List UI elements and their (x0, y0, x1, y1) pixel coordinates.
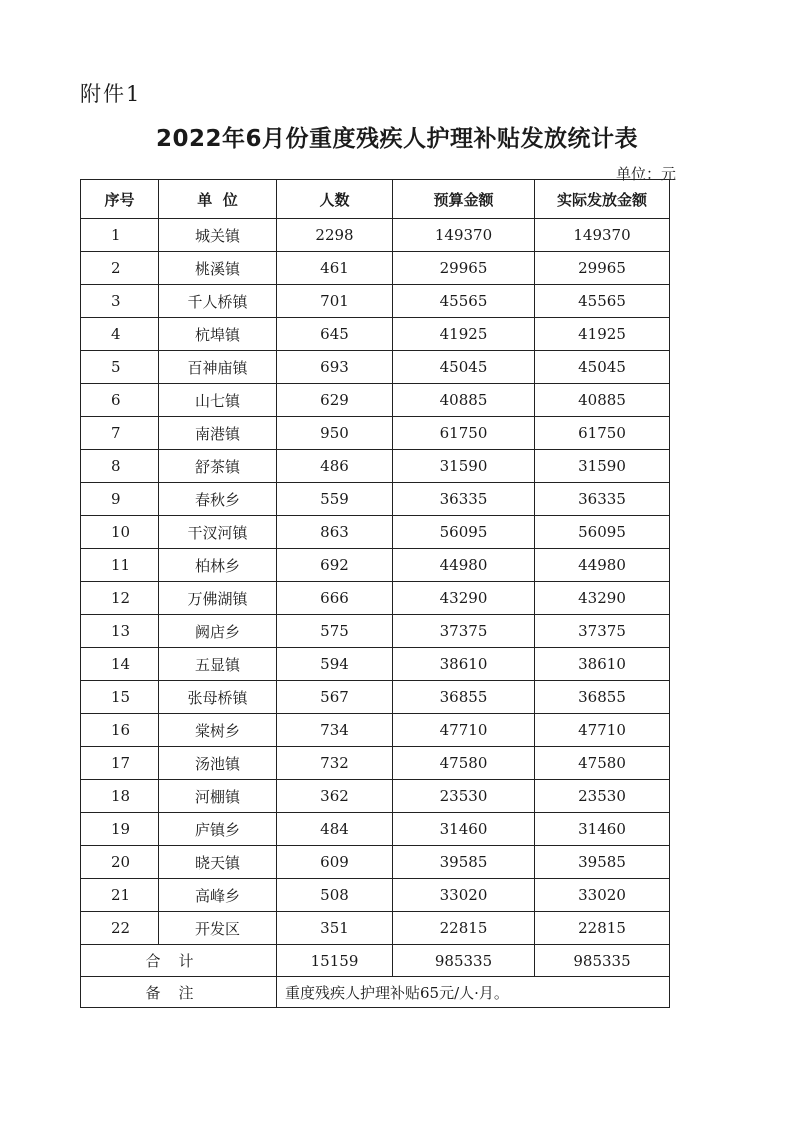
table-row (81, 252, 670, 285)
table-row (81, 879, 670, 912)
table-row (81, 450, 670, 483)
row-actual: 45565 (535, 285, 670, 318)
row-unit: 五显镇 (159, 648, 277, 681)
row-budget: 61750 (393, 417, 535, 450)
row-budget: 47710 (393, 714, 535, 747)
table-row (81, 318, 670, 351)
row-seq: 16 (81, 714, 159, 747)
row-actual: 44980 (535, 549, 670, 582)
total-label (81, 945, 277, 977)
row-people: 701 (277, 285, 393, 318)
row-unit: 庐镇乡 (159, 813, 277, 846)
row-people: 351 (277, 912, 393, 945)
row-budget: 31460 (393, 813, 535, 846)
row-actual: 29965 (535, 252, 670, 285)
row-actual: 45045 (535, 351, 670, 384)
row-people: 484 (277, 813, 393, 846)
row-people: 461 (277, 252, 393, 285)
table-row (81, 714, 670, 747)
row-budget: 29965 (393, 252, 535, 285)
row-people: 609 (277, 846, 393, 879)
row-unit: 高峰乡 (159, 879, 277, 912)
row-budget: 37375 (393, 615, 535, 648)
row-unit: 柏林乡 (159, 549, 277, 582)
row-unit: 棠树乡 (159, 714, 277, 747)
row-seq: 19 (81, 813, 159, 846)
row-unit: 晓天镇 (159, 846, 277, 879)
row-seq: 6 (81, 384, 159, 417)
table-row (81, 681, 670, 714)
row-unit: 城关镇 (159, 219, 277, 252)
attachment-label: 附件1 (80, 82, 142, 106)
table-row (81, 483, 670, 516)
row-unit: 山七镇 (159, 384, 277, 417)
row-people: 692 (277, 549, 393, 582)
row-seq: 10 (81, 516, 159, 549)
row-seq: 20 (81, 846, 159, 879)
row-actual: 36335 (535, 483, 670, 516)
header-seq: 序号 (81, 180, 159, 219)
row-unit: 河棚镇 (159, 780, 277, 813)
row-unit: 万佛湖镇 (159, 582, 277, 615)
row-people: 2298 (277, 219, 393, 252)
row-budget: 22815 (393, 912, 535, 945)
total-row (81, 945, 670, 977)
row-actual: 56095 (535, 516, 670, 549)
row-actual: 37375 (535, 615, 670, 648)
unit-label: 单位：元 (615, 165, 676, 183)
row-budget: 40885 (393, 384, 535, 417)
row-actual: 41925 (535, 318, 670, 351)
notes-row (81, 977, 670, 1008)
row-unit: 杭埠镇 (159, 318, 277, 351)
row-seq: 12 (81, 582, 159, 615)
row-actual: 38610 (535, 648, 670, 681)
row-budget: 39585 (393, 846, 535, 879)
table-row (81, 285, 670, 318)
row-people: 645 (277, 318, 393, 351)
row-actual: 39585 (535, 846, 670, 879)
row-budget: 31590 (393, 450, 535, 483)
table-row (81, 582, 670, 615)
total-label-text: 合计 (145, 952, 212, 970)
row-unit: 千人桥镇 (159, 285, 277, 318)
header-people: 人数 (277, 180, 393, 219)
table-row (81, 912, 670, 945)
total-budget: 985335 (393, 945, 535, 977)
row-unit: 桃溪镇 (159, 252, 277, 285)
row-budget: 44980 (393, 549, 535, 582)
row-people: 594 (277, 648, 393, 681)
row-seq: 7 (81, 417, 159, 450)
row-budget: 23530 (393, 780, 535, 813)
row-seq: 15 (81, 681, 159, 714)
row-budget: 45045 (393, 351, 535, 384)
notes-text: 重度残疾人护理补贴65元/人·月。 (277, 977, 670, 1008)
row-budget: 56095 (393, 516, 535, 549)
table-row (81, 846, 670, 879)
row-unit: 张母桥镇 (159, 681, 277, 714)
row-people: 486 (277, 450, 393, 483)
row-people: 567 (277, 681, 393, 714)
notes-label (81, 977, 277, 1008)
row-people: 629 (277, 384, 393, 417)
row-people: 559 (277, 483, 393, 516)
row-seq: 4 (81, 318, 159, 351)
table-row (81, 549, 670, 582)
row-seq: 22 (81, 912, 159, 945)
row-unit: 百神庙镇 (159, 351, 277, 384)
row-people: 863 (277, 516, 393, 549)
row-actual: 23530 (535, 780, 670, 813)
row-seq: 5 (81, 351, 159, 384)
row-budget: 33020 (393, 879, 535, 912)
table-row (81, 813, 670, 846)
row-actual: 149370 (535, 219, 670, 252)
row-actual: 43290 (535, 582, 670, 615)
row-seq: 21 (81, 879, 159, 912)
table-header-row (81, 180, 670, 219)
row-budget: 47580 (393, 747, 535, 780)
row-seq: 14 (81, 648, 159, 681)
row-people: 693 (277, 351, 393, 384)
row-seq: 2 (81, 252, 159, 285)
row-unit: 汤池镇 (159, 747, 277, 780)
row-budget: 36855 (393, 681, 535, 714)
row-actual: 31460 (535, 813, 670, 846)
row-actual: 22815 (535, 912, 670, 945)
table-row (81, 219, 670, 252)
table-row (81, 384, 670, 417)
table-row (81, 780, 670, 813)
header-actual: 实际发放金额 (535, 180, 670, 219)
row-budget: 38610 (393, 648, 535, 681)
row-unit: 舒茶镇 (159, 450, 277, 483)
row-seq: 3 (81, 285, 159, 318)
row-seq: 17 (81, 747, 159, 780)
row-seq: 8 (81, 450, 159, 483)
row-budget: 36335 (393, 483, 535, 516)
row-actual: 36855 (535, 681, 670, 714)
table-row (81, 747, 670, 780)
row-budget: 149370 (393, 219, 535, 252)
total-people: 15159 (277, 945, 393, 977)
row-people: 950 (277, 417, 393, 450)
header-unit: 单 位 (159, 180, 277, 219)
row-people: 666 (277, 582, 393, 615)
row-budget: 43290 (393, 582, 535, 615)
row-seq: 9 (81, 483, 159, 516)
table-row (81, 351, 670, 384)
row-actual: 31590 (535, 450, 670, 483)
table-row (81, 417, 670, 450)
row-actual: 47580 (535, 747, 670, 780)
total-actual: 985335 (535, 945, 670, 977)
page-title: 2022年6月份重度残疾人护理补贴发放统计表 (155, 126, 639, 152)
subsidy-statistics-table (80, 179, 670, 1008)
row-budget: 41925 (393, 318, 535, 351)
table-row (81, 648, 670, 681)
header-budget: 预算金额 (393, 180, 535, 219)
row-seq: 11 (81, 549, 159, 582)
row-actual: 47710 (535, 714, 670, 747)
row-unit: 开发区 (159, 912, 277, 945)
row-actual: 61750 (535, 417, 670, 450)
row-unit: 阙店乡 (159, 615, 277, 648)
row-seq: 1 (81, 219, 159, 252)
row-seq: 13 (81, 615, 159, 648)
row-unit: 干汊河镇 (159, 516, 277, 549)
row-actual: 33020 (535, 879, 670, 912)
row-unit: 春秋乡 (159, 483, 277, 516)
row-people: 575 (277, 615, 393, 648)
row-seq: 18 (81, 780, 159, 813)
row-people: 362 (277, 780, 393, 813)
row-people: 508 (277, 879, 393, 912)
notes-label-text: 备注 (145, 983, 212, 1002)
row-people: 734 (277, 714, 393, 747)
row-budget: 45565 (393, 285, 535, 318)
row-actual: 40885 (535, 384, 670, 417)
table-row (81, 615, 670, 648)
table-body (81, 219, 670, 945)
row-unit: 南港镇 (159, 417, 277, 450)
row-people: 732 (277, 747, 393, 780)
table-row (81, 516, 670, 549)
